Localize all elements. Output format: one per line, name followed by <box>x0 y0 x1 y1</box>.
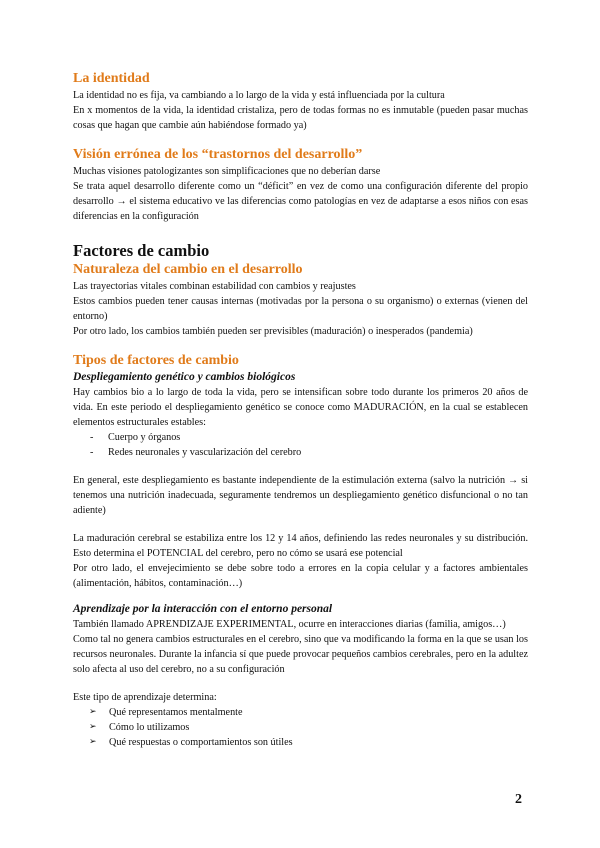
dash-bullet-icon: - <box>90 432 94 443</box>
paragraph: También llamado APRENDIZAJE EXPERIMENTAL, ocurre en interacciones diarias (familia, amigos…) <box>73 619 506 630</box>
document-body <box>73 70 528 750</box>
dash-bullet-icon: - <box>90 447 94 458</box>
paragraph: La identidad no es fija, va cambiando a lo largo de la vida y está influenciada por la cultura <box>73 90 445 101</box>
paragraph: En x momentos de la vida, la identidad cristaliza, pero de todas formas no es inmutable (pueden pasar muchas cosas que hagan que cambie aún habiéndose formado ya) <box>73 105 528 131</box>
list-item: - Cuerpo y órganos <box>90 432 181 443</box>
paragraph: La maduración cerebral se estabiliza entre los 12 y 14 años, definiendo las redes neuronales y su distribución. Esto determina el POTENCIAL del cerebro, pero no cómo se usará ese potencial <box>73 533 528 559</box>
paragraph: Por otro lado, los cambios también pueden ser previsibles (maduración) o inesperados (pandemia) <box>73 326 473 337</box>
bullet-list <box>73 430 528 460</box>
list-item: ➢ Cómo lo utilizamos <box>89 722 190 733</box>
heading-tipos-de-factores: Tipos de factores de cambio <box>73 353 239 368</box>
list-item: ➢ Qué representamos mentalmente <box>89 707 243 718</box>
heading-naturaleza-del-cambio: Naturaleza del cambio en el desarrollo <box>73 262 303 277</box>
page-number: 2 <box>515 792 522 807</box>
paragraph: Estos cambios pueden tener causas internas (motivadas por la persona o su organismo) o externas (vienen del entorno) <box>73 296 528 322</box>
paragraph: Se trata aquel desarrollo diferente como un “déficit” en vez de como una configuración diferente del propio desarrollo → el sistema educativo ve las diferencias como patologías en vez de adaptarse a esos niños con esas diferencias en la configuración <box>73 181 528 222</box>
list-item: - Redes neuronales y vascularización del cerebro <box>90 447 302 458</box>
list-item: ➢ Qué respuestas o comportamientos son útiles <box>89 737 293 748</box>
paragraph: Muchas visiones patologizantes son simplificaciones que no deberían darse <box>73 166 381 177</box>
heading-vision-erronea: Visión errónea de los “trastornos del desarrollo” <box>73 147 363 162</box>
arrowhead-bullet-icon: ➢ <box>89 737 97 747</box>
paragraph: Hay cambios bio a lo largo de toda la vida, pero se intensifican sobre todo durante los primeros 20 años de vida. En este periodo el despliegamiento genético se conoce como MADURACIÓN, en la cual se establecen elementos estructurales estables: <box>73 387 528 428</box>
heading-despliegamiento-genetico: Despliegamiento genético y cambios biológicos <box>73 371 296 383</box>
heading-identidad: La identidad <box>73 71 150 86</box>
paragraph: Por otro lado, el envejecimiento se debe sobre todo a errores en la copia celular y a factores ambientales (alimentación, hábitos, contaminación…) <box>73 563 528 589</box>
heading-factores-de-cambio: Factores de cambio <box>73 241 210 260</box>
paragraph: Este tipo de aprendizaje determina: <box>73 692 217 703</box>
paragraph: Las trayectorias vitales combinan estabilidad con cambios y reajustes <box>73 281 356 292</box>
paragraph: En general, este despliegamiento es bastante independiente de la estimulación externa (salvo la nutrición → si tenemos una nutrición inadecuada, seguramente tendremos un despliegamiento genético disfuncional o no tan adiente) <box>73 475 528 516</box>
arrow-bullet-list <box>73 705 528 750</box>
arrowhead-bullet-icon: ➢ <box>89 707 97 717</box>
heading-aprendizaje-interaccion: Aprendizaje por la interacción con el entorno personal <box>73 603 333 615</box>
arrowhead-bullet-icon: ➢ <box>89 722 97 732</box>
paragraph: Como tal no genera cambios estructurales en el cerebro, sino que va modificando la forma en la que se usan los recursos neuronales. Durante la infancia sí que puede provocar pequeños cambios cerebrales, pero en la adultez solo afecta al uso del cerebro, no a su configuración <box>73 634 528 675</box>
